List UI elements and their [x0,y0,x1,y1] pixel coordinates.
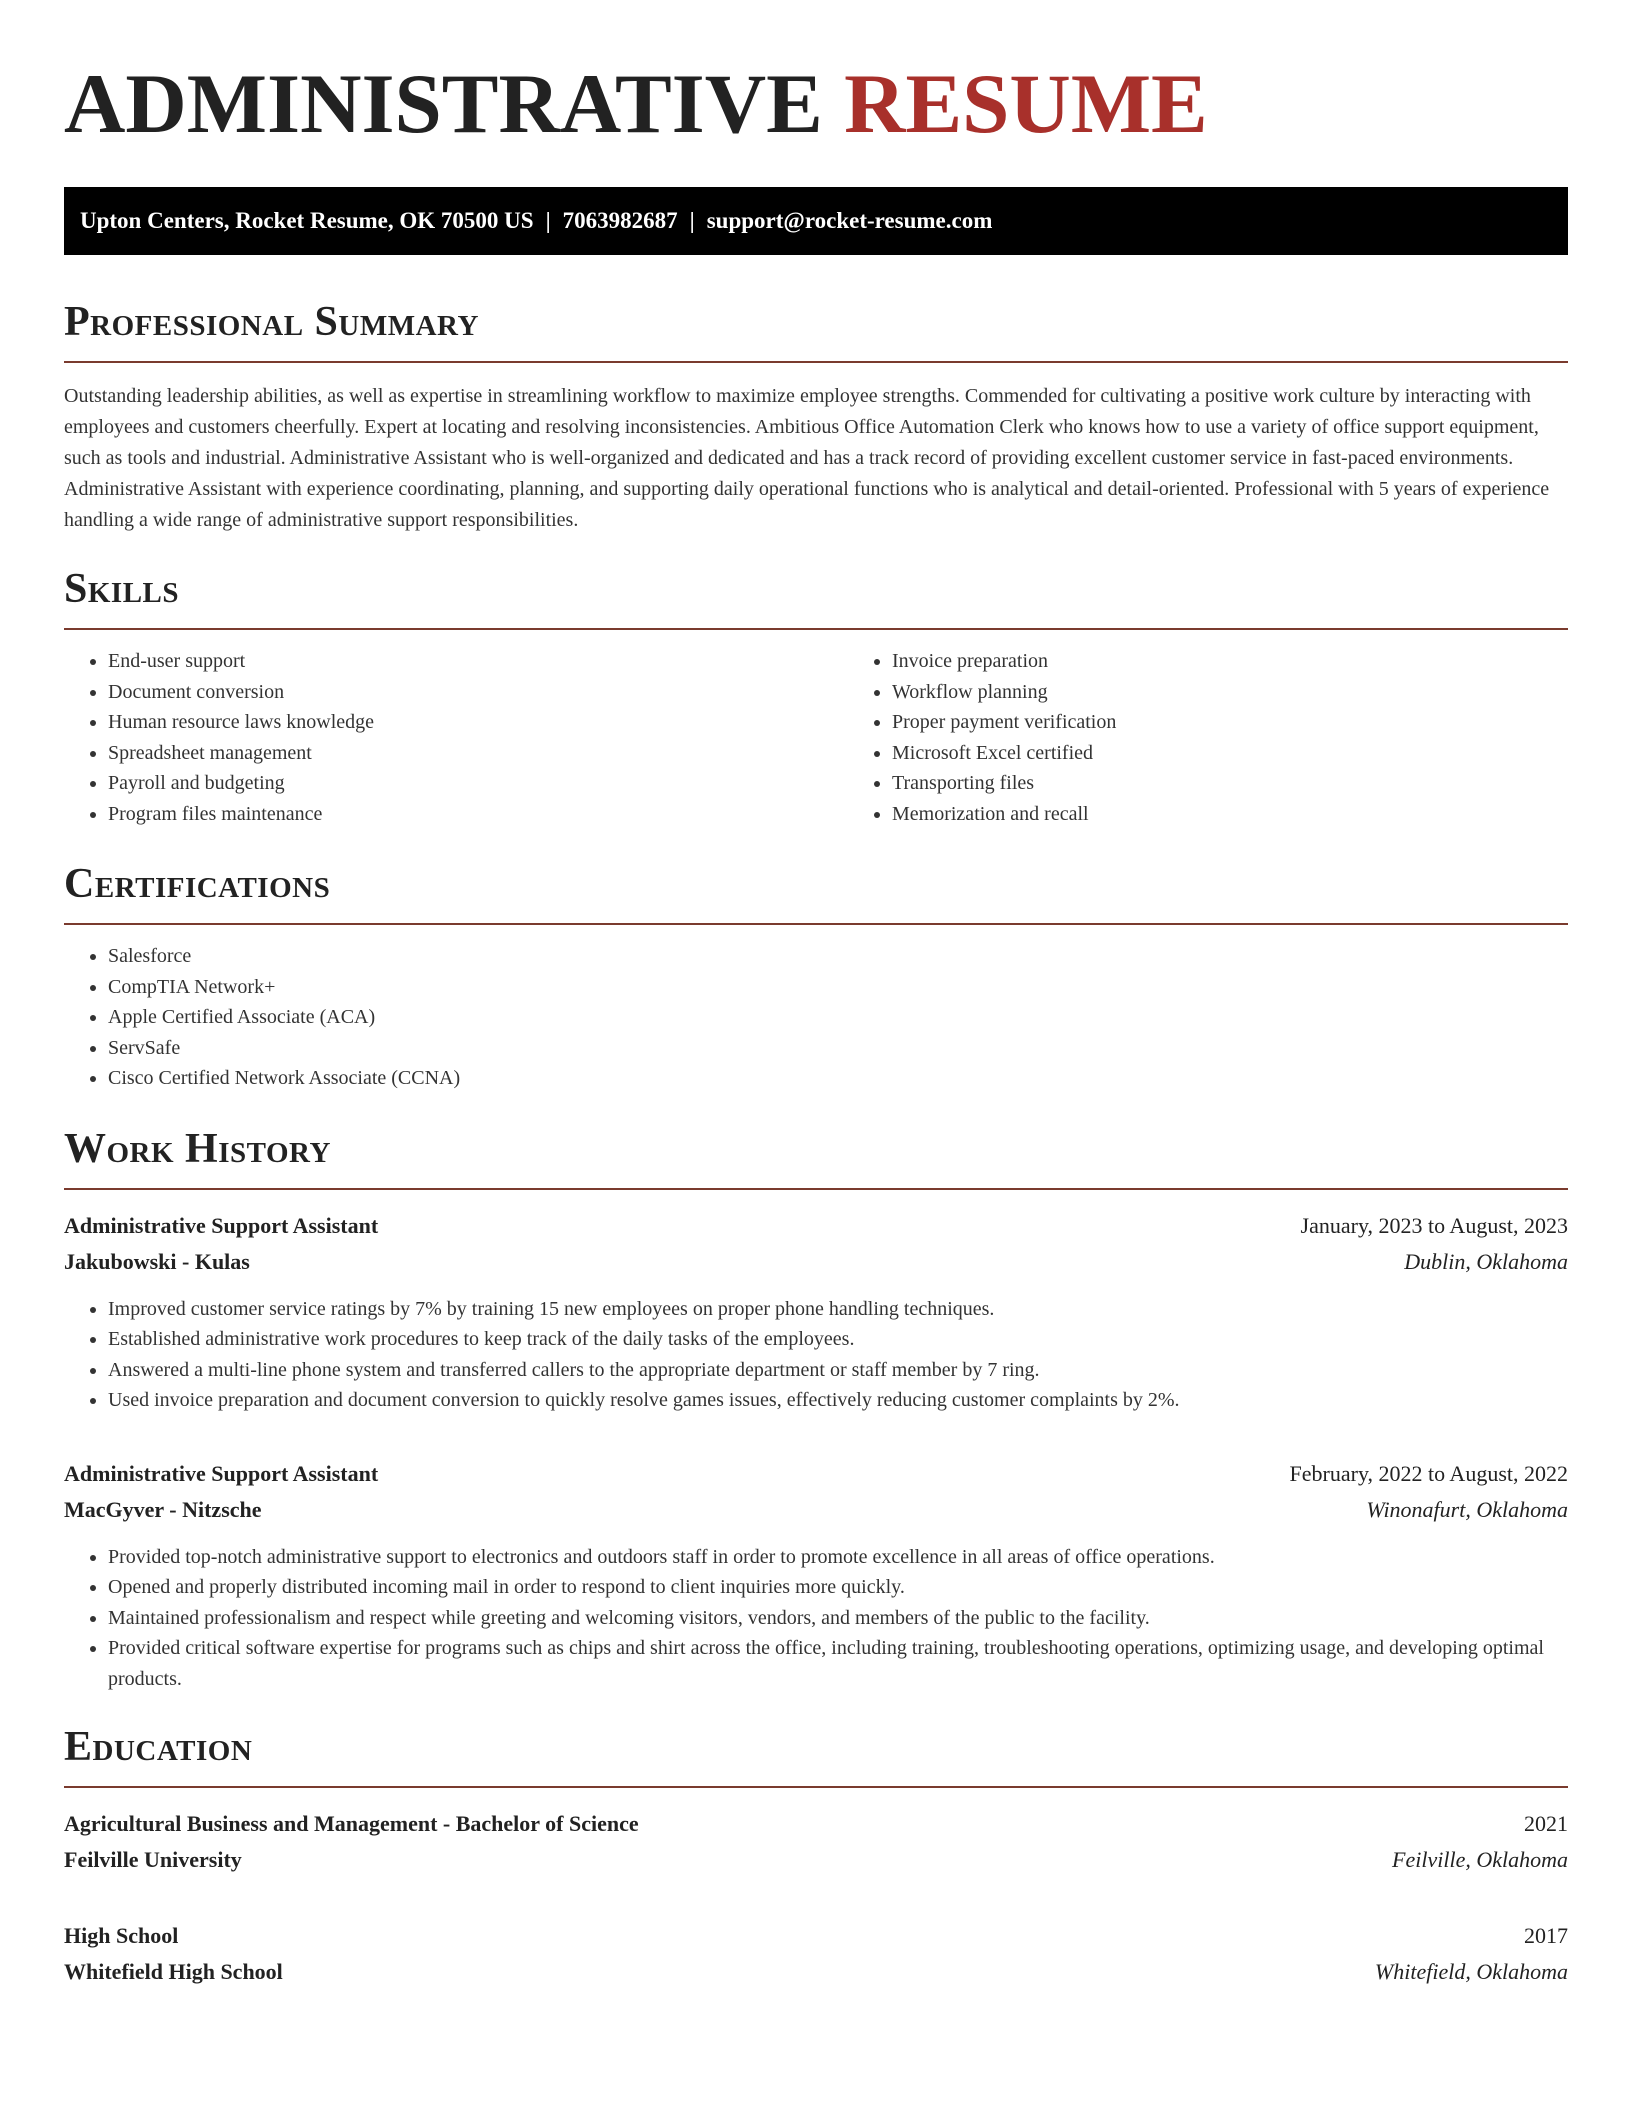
title-part-1: ADMINISTRATIVE [64,57,823,151]
skill-item: • Transporting files [892,768,1568,799]
summary-text: Outstanding leadership abilities, as well as expertise in streamlining workflow to maximize employee strengths. Commended for cultivating a positive work culture by interacting with employees and customers cheerfully. Expert at locating and resolving inconsistencies. Ambitious Office Automation Clerk who knows how to use a variety of office support equipment, such as tools and industrial. Administrative Assistant who is well-organized and dedicated and has a track record of providing excellent customer service in fast-paced environments. Administrative Assistant with experience coordinating, planning, and supporting daily operational functions who is analytical and detail-oriented. Professional with 5 years of experience handling a wide range of administrative support responsibilities. [64,385,1550,531]
job-bullet: • Provided top-notch administrative support to electronics and outdoors staff in order to promote excellence in all areas of office operations. [108,1542,1568,1573]
job-location: Winonafurt, Oklahoma [1366,1496,1568,1522]
skill-item: • Workflow planning [892,677,1568,708]
skills-list-right [848,646,1568,829]
job-dates: February, 2022 to August, 2022 [1289,1460,1568,1486]
education-school: Whitefield High School [64,1959,283,1984]
education-entry [64,1806,1568,1878]
skill-item: • Spreadsheet management [108,738,848,769]
section-divider [64,1188,1568,1190]
job-company-row [64,1244,1568,1280]
education-degree: High School [64,1923,179,1948]
job-bullet: • Maintained professionalism and respect while greeting and welcoming visitors, vendors, and members of the public to the facility. [108,1603,1568,1634]
contact-email: support@rocket-resume.com [706,208,993,233]
education-year: 2017 [1524,1923,1568,1948]
education-degree-row [64,1806,1568,1842]
certifications-list [64,941,1568,1094]
education-degree-row [64,1918,1568,1954]
skill-item: • Human resource laws knowledge [108,707,848,738]
skills-section [64,566,1568,829]
contact-bar [64,187,1568,255]
job-dates: January, 2023 to August, 2023 [1300,1212,1568,1238]
job-header-row [64,1456,1568,1492]
job-location: Dublin, Oklahoma [1404,1248,1568,1274]
education-location: Feilville, Oklahoma [1392,1847,1568,1872]
skill-item: • Invoice preparation [892,646,1568,677]
contact-separator: | [689,208,695,233]
section-title-skills: Skills [64,566,180,612]
certification-item: • ServSafe [108,1033,1568,1064]
skill-item: • Proper payment verification [892,707,1568,738]
job-bullet: • Improved customer service ratings by 7% by training 15 new employees on proper phone handling techniques. [108,1294,1568,1325]
section-title-education: Education [64,1724,253,1770]
education-year: 2021 [1524,1811,1568,1836]
job-role: Administrative Support Assistant [64,1460,379,1486]
job-bullets [64,1542,1568,1695]
skill-item: • Payroll and budgeting [108,768,848,799]
job-bullet: • Opened and properly distributed incoming mail in order to respond to client inquiries more quickly. [108,1572,1568,1603]
job-entry [64,1456,1568,1695]
skill-item: • Document conversion [108,677,848,708]
job-entry [64,1208,1568,1416]
work-history-section [64,1126,1568,1695]
resume-title [64,56,1568,152]
skill-item: • Memorization and recall [892,799,1568,830]
education-location: Whitefield, Oklahoma [1374,1959,1568,1984]
section-divider [64,923,1568,925]
title-part-2: RESUME [844,57,1208,151]
contact-phone: 7063982687 [562,208,678,233]
education-entry [64,1918,1568,1990]
certification-item: • CompTIA Network+ [108,972,1568,1003]
education-school-row [64,1842,1568,1878]
section-title-certifications: Certifications [64,861,331,907]
job-company: MacGyver - Nitzsche [64,1496,262,1522]
certifications-section [64,861,1568,1094]
section-title-work-history: Work History [64,1125,331,1172]
certification-item: • Salesforce [108,941,1568,972]
certification-item: • Cisco Certified Network Associate (CCNA) [108,1063,1568,1094]
education-school: Feilville University [64,1847,242,1872]
section-title-summary: Professional Summary [64,299,479,345]
section-divider [64,628,1568,630]
job-bullet: • Provided critical software expertise for programs such as chips and shirt across the office, including training, troubleshooting operations, optimizing usage, and developing optimal products. [108,1633,1568,1694]
contact-separator: | [545,208,551,233]
contact-address: Upton Centers, Rocket Resume, OK 70500 US [80,208,534,233]
skills-grid [64,646,1568,829]
job-bullets [64,1294,1568,1416]
certification-item: • Apple Certified Associate (ACA) [108,1002,1568,1033]
job-header-row [64,1208,1568,1244]
job-bullet: • Used invoice preparation and document conversion to quickly resolve games issues, effectively reducing customer complaints by 2%. [108,1385,1568,1416]
skill-item: • End-user support [108,646,848,677]
education-section [64,1724,1568,1990]
education-school-row [64,1954,1568,1990]
job-company-row [64,1492,1568,1528]
skill-item: • Program files maintenance [108,799,848,830]
skill-item: • Microsoft Excel certified [892,738,1568,769]
job-bullet: • Established administrative work procedures to keep track of the daily tasks of the employees. [108,1324,1568,1355]
job-role: Administrative Support Assistant [64,1212,379,1238]
job-company: Jakubowski - Kulas [64,1248,250,1274]
education-degree: Agricultural Business and Management - Bachelor of Science [64,1811,639,1836]
section-divider [64,1786,1568,1788]
summary-section [64,299,1568,536]
section-divider [64,361,1568,363]
skills-list-left [64,646,848,829]
job-bullet: • Answered a multi-line phone system and transferred callers to the appropriate department or staff member by 7 ring. [108,1355,1568,1386]
